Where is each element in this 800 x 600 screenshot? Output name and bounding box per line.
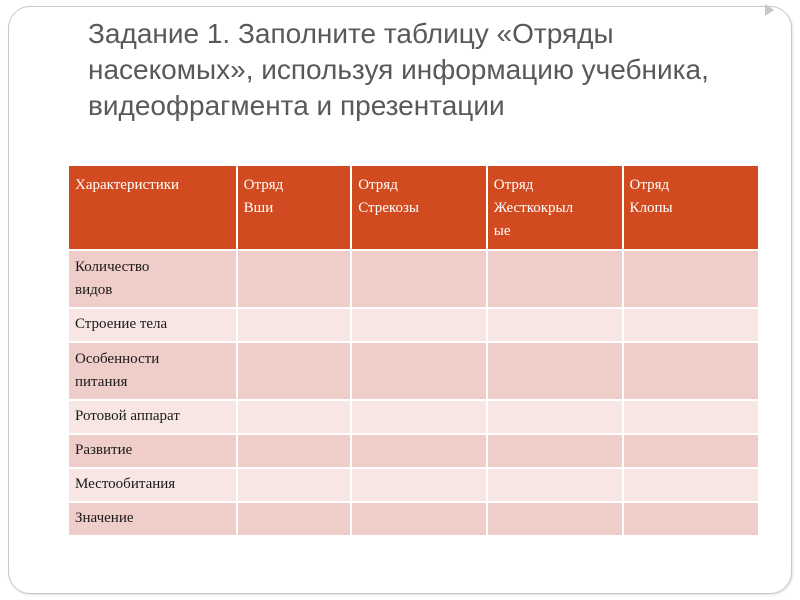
table-cell[interactable] — [487, 468, 623, 502]
table-row — [68, 468, 759, 502]
table-cell[interactable] — [623, 250, 760, 308]
header-order-lice: Отряд Вши — [237, 165, 352, 250]
table-cell[interactable] — [487, 342, 623, 400]
table-cell[interactable] — [487, 250, 623, 308]
row-label: Количество видов — [68, 250, 237, 308]
table-cell[interactable] — [237, 250, 352, 308]
table-cell[interactable] — [351, 434, 487, 468]
row-label: Строение тела — [68, 308, 237, 342]
table-cell[interactable] — [237, 468, 352, 502]
table-header-row — [68, 165, 759, 250]
table-row — [68, 342, 759, 400]
row-label: Особенности питания — [68, 342, 237, 400]
table-cell[interactable] — [623, 502, 760, 536]
table-cell[interactable] — [237, 400, 352, 434]
table-row — [68, 308, 759, 342]
table-cell[interactable] — [487, 434, 623, 468]
table-cell[interactable] — [623, 342, 760, 400]
table-cell[interactable] — [487, 502, 623, 536]
header-order-dragonflies: Отряд Стрекозы — [351, 165, 487, 250]
table-cell[interactable] — [237, 342, 352, 400]
table-row — [68, 434, 759, 468]
table-cell[interactable] — [351, 250, 487, 308]
slide-title: Задание 1. Заполните таблицу «Отряды насекомых», используя информацию учебника, видеофрагмента и презентации — [88, 18, 709, 121]
table-cell[interactable] — [351, 308, 487, 342]
table-cell[interactable] — [351, 342, 487, 400]
row-label: Местообитания — [68, 468, 237, 502]
row-label: Развитие — [68, 434, 237, 468]
table-row — [68, 400, 759, 434]
corner-arrow-icon — [765, 4, 774, 16]
row-label: Значение — [68, 502, 237, 536]
row-label: Ротовой аппарат — [68, 400, 237, 434]
table-cell[interactable] — [351, 502, 487, 536]
table-cell[interactable] — [351, 468, 487, 502]
table-cell[interactable] — [487, 308, 623, 342]
table-cell[interactable] — [237, 434, 352, 468]
header-order-beetles: Отряд Жесткокрыл ые — [487, 165, 623, 250]
insect-orders-table — [67, 164, 760, 537]
table-cell[interactable] — [623, 468, 760, 502]
header-order-bugs: Отряд Клопы — [623, 165, 760, 250]
table-cell[interactable] — [237, 308, 352, 342]
table-row — [68, 502, 759, 536]
table-cell[interactable] — [623, 434, 760, 468]
table-cell[interactable] — [487, 400, 623, 434]
table-cell[interactable] — [623, 308, 760, 342]
table-cell[interactable] — [623, 400, 760, 434]
header-characteristics: Характеристики — [68, 165, 237, 250]
table-cell[interactable] — [237, 502, 352, 536]
table-cell[interactable] — [351, 400, 487, 434]
table-row — [68, 250, 759, 308]
